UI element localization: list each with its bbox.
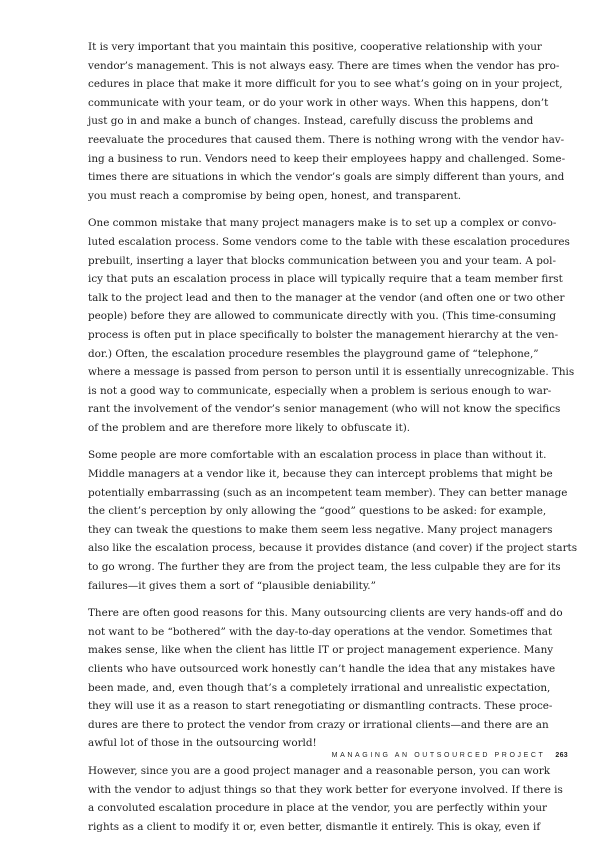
paragraph [88, 446, 578, 595]
text-line: dures are there to protect the vendor from crazy or irrational clients—and there are an [88, 718, 549, 731]
text-line: icy that puts an escalation process in place will typically require that a team member first [88, 273, 563, 286]
text-line: process is often put in place specifically to bolster the management hierarchy at the ven- [88, 328, 559, 341]
text-line: clients who have outsourced work honestly can’t handle the idea that any mistakes have [88, 663, 556, 675]
text-line: to go wrong. The further they are from the project team, the less culpable they are for its [88, 561, 561, 574]
text-line: is not a good way to communicate, especially when a problem is serious enough to war- [88, 384, 552, 397]
paragraph [88, 214, 575, 437]
page-footer [300, 751, 568, 761]
text-line: they will use it as a reason to start renegotiating or dismantling contracts. These proce- [88, 700, 553, 713]
text-line: ing a business to run. Vendors need to keep their employees happy and challenged. Some- [88, 152, 566, 165]
text-line: rant the involvement of the vendor’s senior management (who will not know the specifics [88, 403, 561, 416]
text-line: failures—it gives them a sort of “plausible deniability.” [88, 579, 376, 592]
running-head: MANAGING AN OUTSOURCED PROJECT [331, 752, 546, 759]
text-line: communicate with your team, or do your work in other ways. When this happens, don’t [88, 96, 549, 109]
text-line: There are often good reasons for this. Many outsourcing clients are very hands-off and do [88, 607, 563, 620]
page-number: 263 [555, 752, 568, 759]
text-line: Some people are more comfortable with an escalation process in place than without it. [88, 449, 547, 462]
text-line: the client’s perception by only allowing the “good” questions to be asked: for example, [88, 505, 547, 518]
text-line: just go in and make a bunch of changes. Instead, carefully discuss the problems and [88, 115, 534, 128]
text-line: not want to be “bothered” with the day-to-day operations at the vendor. Sometimes that [88, 625, 553, 638]
text-line: rights as a client to modify it or, even better, dismantle it entirely. This is okay, even if [88, 820, 541, 833]
text-line: vendor’s management. This is not always easy. There are times when the vendor has pro- [88, 59, 560, 72]
text-line: talk to the project lead and then to the manager at the vendor (and often one or two other [88, 291, 565, 304]
paragraph [88, 762, 563, 836]
text-line: awful lot of those in the outsourcing world! [88, 737, 317, 750]
text-line: luted escalation process. Some vendors come to the table with these escalation procedures [88, 235, 570, 248]
text-line: reevaluate the procedures that caused them. There is nothing wrong with the vendor hav- [88, 133, 565, 146]
text-line: they can tweak the questions to make them seem less negative. Many project managers [88, 523, 553, 536]
text-line: Middle managers at a vendor like it, because they can intercept problems that might be [88, 468, 553, 481]
text-line: people) before they are allowed to communicate directly with you. (This time-consuming [88, 310, 556, 323]
text-line: been made, and, even though that’s a completely irrational and unrealistic expectation, [88, 681, 551, 694]
text-line: dor.) Often, the escalation procedure resembles the playground game of “telephone,” [88, 347, 539, 360]
text-line: However, since you are a good project manager and a reasonable person, you can work [88, 764, 551, 777]
text-line: times there are situations in which the vendor’s goals are simply different than yours, and [88, 171, 565, 184]
text-line: a convoluted escalation procedure in place at the vendor, you are perfectly within your [88, 802, 548, 815]
text-line: potentially embarrassing (such as an incompetent team member). They can better manage [88, 486, 568, 499]
text-line: also like the escalation process, because it provides distance (and cover) if the project starts [88, 542, 578, 555]
text-line: It is very important that you maintain this positive, cooperative relationship with your [88, 41, 542, 53]
text-line: with the vendor to adjust things so that they work better for everyone involved. If there is [88, 783, 563, 796]
paragraph [88, 38, 566, 205]
text-line: you must reach a compromise by being open, honest, and transparent. [88, 189, 462, 202]
paragraph [88, 604, 563, 753]
text-line: One common mistake that many project managers make is to set up a complex or convo- [88, 217, 557, 230]
text-line: where a message is passed from person to person until it is essentially unrecognizable. This [88, 366, 575, 379]
text-line: makes sense, like when the client has little IT or project management experience. Many [88, 644, 554, 657]
text-line: of the problem and are therefore more likely to obfuscate it). [88, 421, 411, 434]
text-line: cedures in place that make it more difficult for you to see what’s going on in your project, [88, 78, 563, 91]
text-line: prebuilt, inserting a layer that blocks communication between you and your team. A pol- [88, 254, 556, 267]
